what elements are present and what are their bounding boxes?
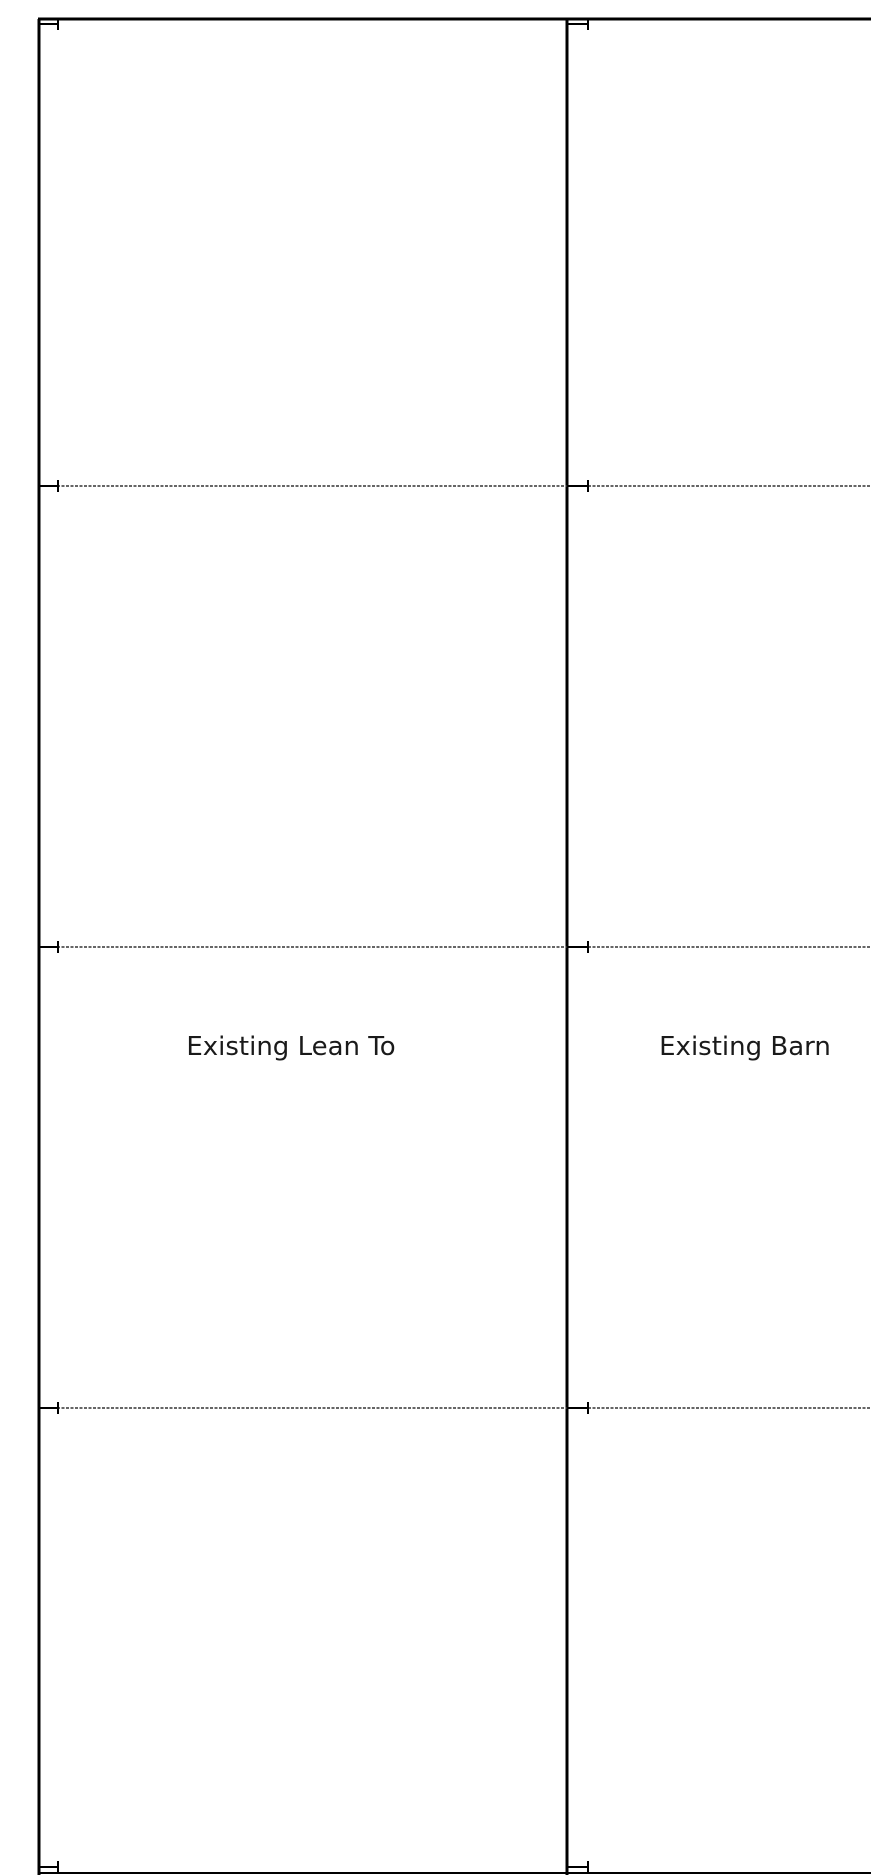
room-label-barn: Existing Barn xyxy=(659,1032,831,1062)
column-mark xyxy=(567,19,588,30)
dividing-wall-column-marks xyxy=(567,19,588,1873)
column-mark xyxy=(567,941,588,953)
left-wall-column-marks xyxy=(39,19,58,1873)
column-mark xyxy=(39,480,58,492)
column-mark xyxy=(39,941,58,953)
column-mark xyxy=(567,1861,588,1873)
column-mark xyxy=(567,1402,588,1414)
column-mark xyxy=(567,480,588,492)
room-label-lean-to: Existing Lean To xyxy=(186,1032,396,1062)
column-mark xyxy=(39,1861,58,1873)
bay-gridlines xyxy=(39,486,871,1408)
column-mark xyxy=(39,1402,58,1414)
column-mark xyxy=(39,19,58,30)
